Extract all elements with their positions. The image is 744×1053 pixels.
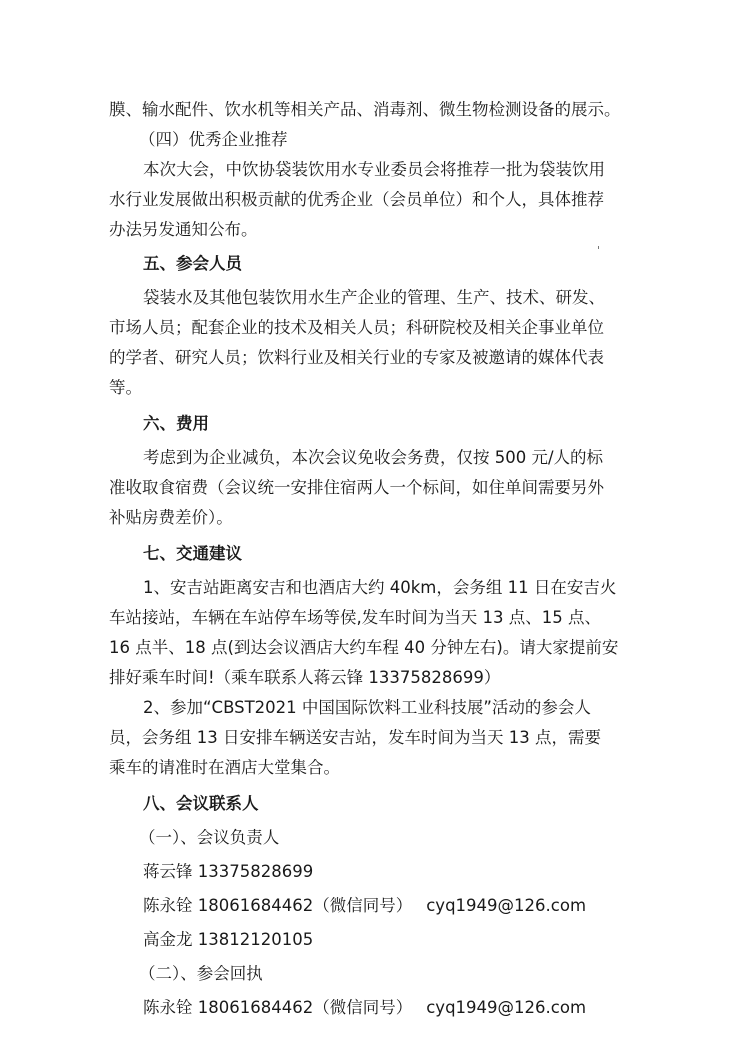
paragraph-line: 办法另发通知公布。 — [109, 220, 258, 239]
paragraph-line: 的学者、研究人员；饮料行业及相关行业的专家及被邀请的媒体代表 — [109, 348, 604, 367]
subsection-title: （一）、会议负责人 — [139, 828, 280, 847]
paragraph-line: 1、安吉站距离安吉和也酒店大约 40km，会务组 11 日在安吉火 — [143, 578, 617, 597]
contact-email: cyq1949@126.com — [426, 896, 587, 915]
contact-line: 高金龙 13812120105 — [143, 930, 314, 949]
contact-name-phone: 陈永铨 18061684462（微信同号） — [143, 896, 413, 915]
paragraph-line: 排好乘车时间!（乘车联系人蒋云锋 13375828699） — [109, 668, 501, 687]
paragraph-line: 本次大会，中饮协袋装饮用水专业委员会将推荐一批为袋装饮用 — [143, 160, 605, 179]
subsection-title: （二）、参会回执 — [139, 964, 263, 983]
paragraph-line: 补贴房费差价）。 — [109, 508, 233, 527]
contact-line — [109, 993, 634, 1023]
scan-speck — [598, 246, 599, 249]
paragraph-line: 等。 — [109, 378, 142, 397]
paragraph-line: 车站接站，车辆在车站停车场等侯,发车时间为当天 13 点、15 点、 — [109, 608, 601, 627]
paragraph-line: 袋装水及其他包装饮用水生产企业的管理、生产、技术、研发、 — [143, 288, 605, 307]
section-heading-7: 七、交通建议 — [143, 544, 242, 563]
paragraph-line: 考虑到为企业减负，本次会议免收会务费，仅按 500 元/人的标 — [143, 448, 604, 467]
paragraph-line: 2、参加“CBST2021 中国国际饮料工业科技展”活动的参会人 — [143, 698, 591, 717]
paragraph-line: 16 点半、18 点(到达会议酒店大约车程 40 分钟左右)。请大家提前安 — [109, 638, 619, 657]
section-heading-6: 六、费用 — [143, 414, 209, 433]
contact-line — [109, 891, 634, 921]
contact-line: 蒋云锋 13375828699 — [143, 862, 314, 881]
section-heading-8: 八、会议联系人 — [143, 794, 259, 813]
paragraph-line: 膜、输水配件、饮水机等相关产品、消毒剂、微生物检测设备的展示。 — [109, 100, 621, 119]
section-heading-5: 五、参会人员 — [143, 254, 242, 273]
paragraph-line: 水行业发展做出积极贡献的优秀企业（会员单位）和个人，具体推荐 — [109, 190, 604, 209]
paragraph-line: 员，会务组 13 日安排车辆送安吉站，发车时间为当天 13 点，需要 — [109, 728, 601, 747]
contact-name-phone: 陈永铨 18061684462（微信同号） — [143, 998, 413, 1017]
paragraph-line: 乘车的请准时在酒店大堂集合。 — [109, 758, 340, 777]
section-4-title: （四）优秀企业推荐 — [139, 130, 288, 149]
document-body — [109, 95, 634, 1023]
contact-email: cyq1949@126.com — [426, 998, 587, 1017]
paragraph-line: 准收取食宿费（会议统一安排住宿两人一个标间，如住单间需要另外 — [109, 478, 604, 497]
paragraph-line: 市场人员；配套企业的技术及相关人员；科研院校及相关企事业单位 — [109, 318, 604, 337]
